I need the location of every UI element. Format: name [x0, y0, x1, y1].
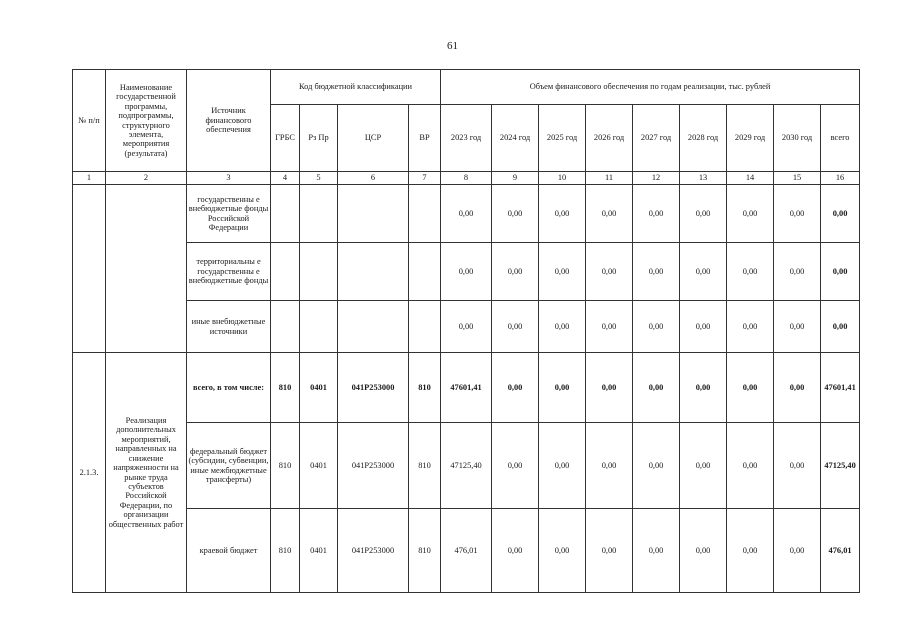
row-name-cell [106, 185, 187, 353]
value-cell: 0,00 [727, 243, 774, 301]
value-cell: 0,00 [774, 301, 821, 353]
source-cell: государственны е внебюджетные фонды Российской Федерации [187, 185, 271, 243]
value-cell: 0,00 [821, 301, 860, 353]
budget-table [72, 69, 860, 593]
column-number: 8 [441, 172, 492, 185]
source-cell: всего, в том числе: [187, 353, 271, 423]
header-csr: ЦСР [338, 105, 409, 172]
header-total: всего [821, 105, 860, 172]
code-cell [409, 185, 441, 243]
value-cell: 47601,41 [441, 353, 492, 423]
column-number: 9 [492, 172, 539, 185]
code-grbs: 810 [271, 353, 300, 423]
header-funding: Объем финансового обеспечения по годам реализации, тыс. рублей [441, 70, 860, 105]
header-source: Источник финансового обеспечения [187, 70, 271, 172]
code-cell [300, 185, 338, 243]
value-cell: 0,00 [727, 423, 774, 509]
header-year-2030: 2030 год [774, 105, 821, 172]
code-rzpr: 0401 [300, 423, 338, 509]
value-cell: 0,00 [633, 185, 680, 243]
value-cell: 0,00 [539, 353, 586, 423]
column-number: 5 [300, 172, 338, 185]
value-cell: 0,00 [492, 423, 539, 509]
code-vr: 810 [409, 423, 441, 509]
column-number: 16 [821, 172, 860, 185]
header-year-2027: 2027 год [633, 105, 680, 172]
source-cell: федеральный бюджет (субсидии, субвенции, иные межбюджетные трансферты) [187, 423, 271, 509]
value-cell: 0,00 [633, 423, 680, 509]
table-row [73, 423, 860, 509]
value-cell: 0,00 [586, 185, 633, 243]
code-cell [338, 301, 409, 353]
value-cell: 476,01 [821, 509, 860, 593]
code-cell [271, 243, 300, 301]
value-cell: 0,00 [727, 301, 774, 353]
value-cell: 0,00 [492, 509, 539, 593]
code-vr: 810 [409, 509, 441, 593]
code-rzpr: 0401 [300, 509, 338, 593]
header-name: Наименование государственной программы, подпрограммы, структурного элемента, мероприятия (результата) [106, 70, 187, 172]
column-number: 1 [73, 172, 106, 185]
value-cell: 0,00 [680, 353, 727, 423]
source-cell: иные внебюджетные источники [187, 301, 271, 353]
code-cell [338, 185, 409, 243]
value-cell: 0,00 [586, 301, 633, 353]
code-cell [338, 243, 409, 301]
code-csr: 041P253000 [338, 353, 409, 423]
value-cell: 0,00 [539, 301, 586, 353]
code-cell [409, 243, 441, 301]
value-cell: 0,00 [586, 423, 633, 509]
column-number: 2 [106, 172, 187, 185]
column-number: 11 [586, 172, 633, 185]
page-number: 61 [447, 40, 458, 52]
header-year-2023: 2023 год [441, 105, 492, 172]
code-cell [271, 185, 300, 243]
header-rzpr: Рз Пр [300, 105, 338, 172]
column-number: 7 [409, 172, 441, 185]
value-cell: 0,00 [586, 353, 633, 423]
code-cell [300, 243, 338, 301]
source-cell: территориальны е государственны е внебюджетные фонды [187, 243, 271, 301]
value-cell: 0,00 [727, 185, 774, 243]
value-cell: 0,00 [633, 301, 680, 353]
column-number: 6 [338, 172, 409, 185]
value-cell: 0,00 [633, 353, 680, 423]
value-cell: 0,00 [774, 423, 821, 509]
value-cell: 47125,40 [821, 423, 860, 509]
column-number: 12 [633, 172, 680, 185]
code-grbs: 810 [271, 423, 300, 509]
value-cell: 47125,40 [441, 423, 492, 509]
table-row [73, 185, 860, 243]
code-csr: 041P253000 [338, 509, 409, 593]
value-cell: 0,00 [727, 353, 774, 423]
column-number: 15 [774, 172, 821, 185]
code-rzpr: 0401 [300, 353, 338, 423]
header-year-2025: 2025 год [539, 105, 586, 172]
value-cell: 476,01 [441, 509, 492, 593]
value-cell: 0,00 [539, 243, 586, 301]
header-year-2026: 2026 год [586, 105, 633, 172]
value-cell: 0,00 [774, 243, 821, 301]
column-number-row [73, 172, 860, 185]
code-vr: 810 [409, 353, 441, 423]
value-cell: 0,00 [586, 509, 633, 593]
header-grbs: ГРБС [271, 105, 300, 172]
column-number: 4 [271, 172, 300, 185]
value-cell: 0,00 [774, 185, 821, 243]
code-cell [300, 301, 338, 353]
header-num: № п/п [73, 70, 106, 172]
value-cell: 0,00 [774, 353, 821, 423]
value-cell: 0,00 [441, 243, 492, 301]
column-number: 10 [539, 172, 586, 185]
value-cell: 47601,41 [821, 353, 860, 423]
header-year-2028: 2028 год [680, 105, 727, 172]
table-row [73, 353, 860, 423]
value-cell: 0,00 [492, 301, 539, 353]
code-grbs: 810 [271, 509, 300, 593]
value-cell: 0,00 [727, 509, 774, 593]
value-cell: 0,00 [821, 243, 860, 301]
code-cell [409, 301, 441, 353]
value-cell: 0,00 [680, 423, 727, 509]
table-row [73, 509, 860, 593]
value-cell: 0,00 [492, 243, 539, 301]
source-cell: краевой бюджет [187, 509, 271, 593]
header-vr: ВР [409, 105, 441, 172]
value-cell: 0,00 [680, 301, 727, 353]
value-cell: 0,00 [539, 509, 586, 593]
header-year-2024: 2024 год [492, 105, 539, 172]
value-cell: 0,00 [492, 353, 539, 423]
value-cell: 0,00 [633, 243, 680, 301]
row-num-cell [73, 185, 106, 353]
column-number: 13 [680, 172, 727, 185]
value-cell: 0,00 [539, 185, 586, 243]
value-cell: 0,00 [441, 301, 492, 353]
table-row [73, 243, 860, 301]
column-number: 3 [187, 172, 271, 185]
value-cell: 0,00 [633, 509, 680, 593]
header-year-2029: 2029 год [727, 105, 774, 172]
item-name: Реализация дополнительных мероприятий, направленных на снижение напряженности на рынке труда субъектов Российской Федерации, по организации общественных работ [106, 353, 187, 593]
table-row [73, 301, 860, 353]
code-cell [271, 301, 300, 353]
value-cell: 0,00 [539, 423, 586, 509]
value-cell: 0,00 [586, 243, 633, 301]
column-number: 14 [727, 172, 774, 185]
header-budget-code: Код бюджетной классификации [271, 70, 441, 105]
value-cell: 0,00 [680, 509, 727, 593]
item-number: 2.1.3. [73, 353, 106, 593]
code-csr: 041P253000 [338, 423, 409, 509]
value-cell: 0,00 [774, 509, 821, 593]
value-cell: 0,00 [821, 185, 860, 243]
value-cell: 0,00 [680, 185, 727, 243]
value-cell: 0,00 [492, 185, 539, 243]
value-cell: 0,00 [680, 243, 727, 301]
value-cell: 0,00 [441, 185, 492, 243]
